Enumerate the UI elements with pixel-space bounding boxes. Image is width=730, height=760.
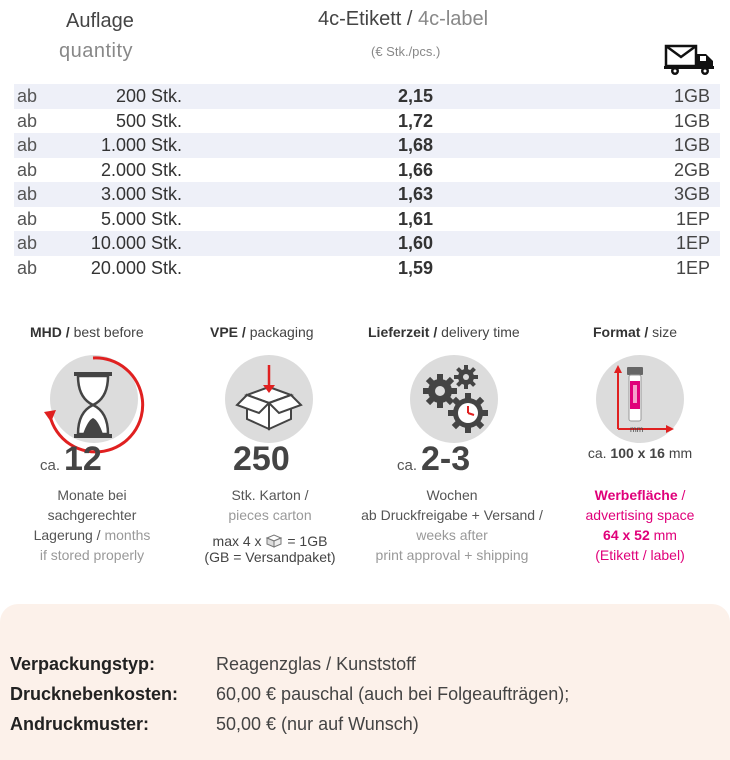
ad-size: 64 x 52 (603, 527, 650, 543)
vpe-title-de: VPE / (210, 324, 246, 340)
pack-label: Verpackungstyp: (10, 654, 156, 674)
delivery-line1: Wochen (426, 487, 478, 503)
mhd-title-de: MHD / (30, 324, 70, 340)
mhd-line3-en: months (104, 527, 151, 543)
label-header-de: 4c-Etikett / (318, 8, 413, 30)
price-cell: 1,63 (398, 184, 434, 204)
mhd-line2: sachgerechter (47, 507, 137, 523)
quantity-cell: 20.000 Stk. (90, 257, 182, 278)
delivery-line2: ab Druckfreigabe + Versand / (361, 507, 543, 523)
package-icon (265, 534, 283, 548)
from-label: ab (17, 86, 38, 106)
cost-value: 60,00 € pauschal (auch bei Folgeaufträgen); (216, 684, 570, 704)
ad-unit: mm (653, 527, 677, 543)
delivery-title-de: Lieferzeit / (368, 324, 438, 340)
from-label: ab (17, 257, 38, 278)
mhd-number: 12 (64, 440, 102, 478)
price-cell: 1,66 (398, 159, 434, 180)
delivery-line4: print approval + shipping (375, 547, 529, 563)
format-size (550, 443, 730, 463)
mhd-line3 (2, 525, 182, 545)
price-cell: 2,15 (398, 86, 434, 106)
price-cell: 1,68 (398, 135, 434, 155)
mm-tag: mm (630, 425, 644, 434)
vpe-max-pre: max 4 x (212, 533, 262, 549)
vpe-line2: pieces carton (228, 507, 312, 523)
delivery-title (368, 324, 520, 340)
vpe-max-line (180, 533, 360, 549)
quantity-header-en: quantity (59, 40, 134, 62)
mhd-text (2, 485, 182, 565)
table-row (14, 133, 720, 158)
proof-label: Andruckmuster: (10, 714, 150, 734)
table-row (14, 182, 720, 207)
format-title (593, 324, 677, 340)
from-label: ab (17, 184, 38, 204)
from-label: ab (17, 135, 38, 155)
delivery-number: 2-3 (421, 440, 471, 478)
label-header-en: 4c-label (418, 8, 489, 30)
format-size-prefix: ca. (587, 445, 607, 461)
ad-line1 (550, 485, 730, 505)
price-cell: 1,59 (398, 257, 434, 278)
proof-value: 50,00 € (nur auf Wunsch) (216, 714, 419, 734)
ad-de: Werbefläche (594, 487, 678, 503)
vpe-max-post: = 1GB (287, 533, 328, 549)
quantity-cell: 3.000 Stk. (100, 184, 182, 204)
price-table (14, 84, 720, 280)
mhd-prefix: ca. (40, 457, 61, 474)
format-size-value: 100 x 16 (610, 445, 665, 461)
ad-size-line (550, 525, 730, 545)
format-title-de: Format / (593, 324, 649, 340)
shipping-cell: 1EP (675, 208, 710, 229)
format-ad-space (550, 485, 730, 565)
from-label: ab (17, 110, 38, 131)
delivery-title-en: delivery time (441, 324, 520, 340)
box-icon (225, 355, 313, 443)
vpe-title-en: packaging (249, 324, 314, 340)
ad-note: (Etikett / label) (595, 547, 685, 563)
quantity-cell: 1.000 Stk. (100, 135, 182, 155)
shipping-cell: 1GB (673, 135, 710, 155)
mhd-line1: Monate bei (57, 487, 127, 503)
delivery-line3: weeks after (416, 527, 488, 543)
vpe-max-note (180, 533, 360, 565)
label-header (318, 8, 488, 31)
vpe-text (180, 485, 360, 525)
quantity-cell: 5.000 Stk. (100, 208, 182, 229)
shipping-cell: 1EP (675, 233, 710, 253)
cost-label: Drucknebenkosten: (10, 684, 179, 704)
mhd-line4: if stored properly (39, 547, 145, 563)
shipping-cell: 1EP (675, 257, 710, 278)
delivery-prefix: ca. (397, 457, 418, 474)
vpe-gb-note: (GB = Versandpaket) (204, 549, 336, 565)
price-cell: 1,60 (398, 233, 434, 253)
quantity-header-de: Auflage (66, 10, 134, 32)
quantity-cell: 500 Stk. (115, 110, 182, 131)
table-row (14, 207, 720, 232)
price-cell: 1,61 (398, 208, 434, 229)
envelope-truck-icon (664, 44, 716, 76)
pack-value: Reagenzglas / Kunststoff (216, 654, 416, 674)
ad-en: advertising space (585, 507, 695, 523)
quantity-cell: 10.000 Stk. (90, 233, 182, 253)
table-row (14, 231, 720, 256)
delivery-text (340, 485, 564, 565)
quantity-cell: 200 Stk. (115, 86, 182, 106)
table-row (14, 158, 720, 183)
info-panel (0, 604, 730, 760)
price-cell: 1,72 (398, 110, 434, 131)
mhd-title (30, 324, 144, 340)
from-label: ab (17, 208, 38, 229)
format-title-en: size (652, 324, 678, 340)
table-row (14, 109, 720, 134)
shipping-cell: 3GB (673, 184, 710, 204)
unit-header: (€ Stk./pcs.) (371, 44, 441, 59)
vpe-value: 250 (233, 440, 290, 478)
gears-clock-icon (410, 355, 498, 443)
shipping-cell: 2GB (673, 159, 710, 180)
mhd-line3-de: Lagerung / (33, 527, 101, 543)
mhd-title-en: best before (73, 324, 144, 340)
vpe-title (210, 324, 314, 340)
table-row (14, 84, 720, 109)
from-label: ab (17, 233, 38, 253)
shipping-cell: 1GB (673, 86, 710, 106)
table-row (14, 256, 720, 281)
mhd-value (40, 440, 102, 479)
delivery-value (397, 440, 470, 479)
vpe-line1: Stk. Karton / (231, 487, 309, 503)
shipping-cell: 1GB (673, 110, 710, 131)
from-label: ab (17, 159, 38, 180)
format-size-unit: mm (668, 445, 693, 461)
quantity-cell: 2.000 Stk. (100, 159, 182, 180)
ad-slash: / (681, 487, 686, 503)
